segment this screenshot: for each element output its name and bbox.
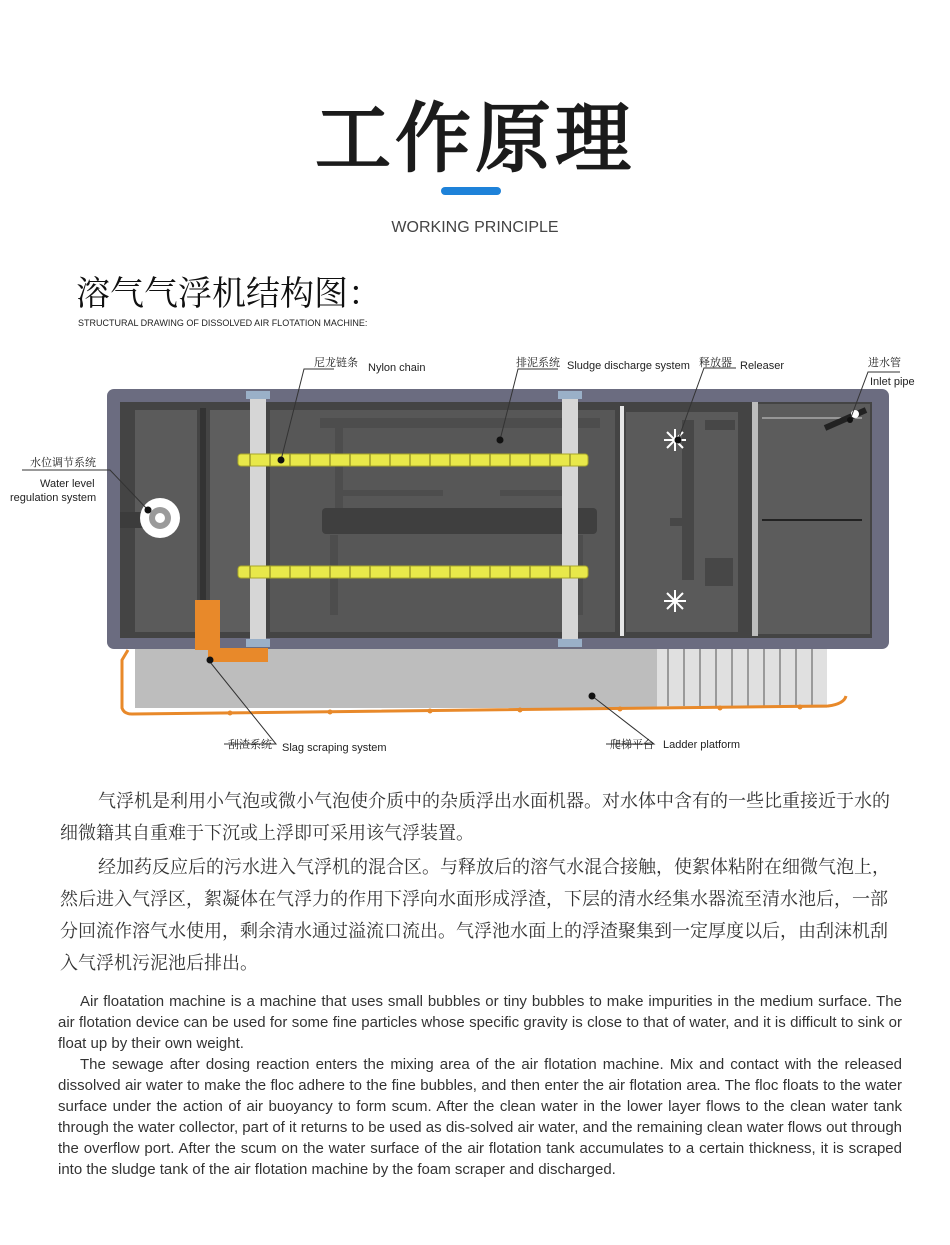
distribution-pipe — [322, 508, 597, 534]
label-nylon-chain-cn: 尼龙链条 — [314, 356, 358, 369]
label-ladder-cn: 爬梯平台 — [610, 738, 654, 751]
section-title: 溶气气浮机结构图： — [76, 274, 382, 314]
label-inlet-en: Inlet pipe — [870, 376, 915, 388]
ladder-platform — [657, 646, 827, 708]
label-nylon-chain-en: Nylon chain — [368, 362, 426, 374]
label-sludge-cn: 排泥系统 — [516, 356, 560, 369]
label-slag-en: Slag scraping system — [282, 742, 387, 754]
label-releaser-cn: 释放器 — [699, 356, 732, 369]
body-cn-paragraph-2: 经加药反应后的污水进入气浮机的混合区。与释放后的溶气水混合接触，使絮体粘附在细微气泡上，然后进入气浮区，絮凝体在气浮力的作用下浮向水面形成浮渣，下层的清水经集水器流至清水池后，一部分回流作溶气水使用，剩余清水通过溢流口流出。气浮池水面上的浮渣聚集到一定厚度以后，由刮沫机刮入气浮机污泥池后排出。 — [60, 857, 890, 974]
label-water-level-en-2: regulation system — [10, 492, 97, 504]
title-underline — [441, 187, 501, 195]
label-water-level-en-1: Water level — [40, 478, 95, 490]
label-inlet-cn: 进水管 — [868, 356, 901, 369]
page-subtitle: WORKING PRINCIPLE — [391, 219, 559, 236]
label-releaser-en: Releaser — [740, 360, 785, 372]
label-water-level-cn: 水位调节系统 — [30, 456, 96, 469]
section-subtitle: STRUCTURAL DRAWING OF DISSOLVED AIR FLOTATION MACHINE: — [78, 318, 368, 328]
body-cn-paragraph-1: 气浮机是利用小气泡或微小气泡使介质中的杂质浮出水面机器。对水体中含有的一些比重接近于水的细微籍其自重难于下沉或上浮即可采用该气浮装置。 — [60, 791, 890, 844]
label-ladder-en: Ladder platform — [663, 739, 741, 751]
structure-diagram — [0, 345, 950, 765]
label-sludge-en: Sludge discharge system — [567, 360, 690, 372]
body-en-paragraph-2: The sewage after dosing reaction enters the mixing area of the air flotation machine. Mix and contact with the released dissolved air water to make the floc adhere to the fine bubbles, and then enter the air flotation area. The floc floats to the water surface under the action of air buoyancy to form scum. After the clean water in the lower layer flows to the clean water tank through the water collector, part of it returns to be used as dis-solved air water, and the remaining clean water flows out through the overflow port. After the scum on the water surface of the air flotation tank accumulates to a certain thickness, it is scraped into the sludge tank of the air flotation machine by the foam scraper and discharged. — [58, 1056, 902, 1178]
releaser-lower — [664, 590, 686, 612]
page-title: 工作原理 — [315, 94, 635, 183]
body-en-paragraph-1: Air floatation machine is a machine that uses small bubbles or tiny bubbles to make impurities in the medium surface. The air flotation device can be used for some fine particles whose specific gravity is close to that of water, and it is difficult to sink or float up by their own weight. — [58, 993, 902, 1052]
label-slag-cn: 刮渣系统 — [228, 738, 272, 751]
